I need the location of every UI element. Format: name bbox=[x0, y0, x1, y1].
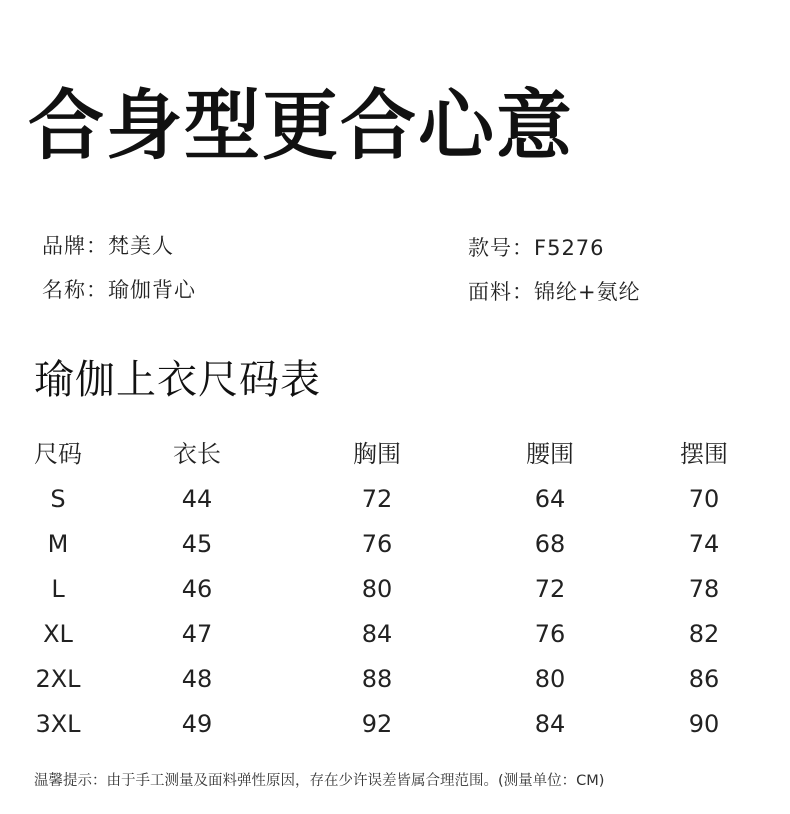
table-cell-waist: 64 bbox=[534, 485, 566, 513]
table-cell-waist: 68 bbox=[534, 530, 566, 558]
measurement-note: 温馨提示：由于手工测量及面料弹性原因，存在少许误差皆属合理范围。(测量单位：CM) bbox=[34, 773, 605, 789]
table-cell-length: 44 bbox=[181, 485, 213, 513]
product-name-value: 瑜伽背心 bbox=[108, 278, 196, 302]
page-headline: 合身型更合心意 bbox=[28, 81, 574, 170]
table-cell-length: 47 bbox=[181, 620, 213, 648]
table-cell-waist: 72 bbox=[534, 575, 566, 603]
header-size: 尺码 bbox=[34, 440, 82, 468]
table-cell-size: M bbox=[47, 530, 69, 558]
table-cell-size: 3XL bbox=[35, 710, 81, 738]
table-cell-chest: 80 bbox=[361, 575, 393, 603]
header-length: 衣长 bbox=[173, 440, 221, 468]
product-name-label: 名称： bbox=[42, 278, 108, 302]
table-cell-size: S bbox=[50, 485, 66, 513]
table-cell-chest: 92 bbox=[361, 710, 393, 738]
table-cell-hem: 82 bbox=[688, 620, 720, 648]
product-name-line bbox=[42, 280, 196, 301]
header-hem: 摆围 bbox=[680, 440, 728, 468]
table-cell-size: L bbox=[51, 575, 65, 603]
table-cell-hem: 74 bbox=[688, 530, 720, 558]
style-number-value: F5276 bbox=[534, 236, 605, 260]
brand-value: 梵美人 bbox=[108, 234, 174, 258]
table-cell-hem: 70 bbox=[688, 485, 720, 513]
fabric-line bbox=[468, 282, 641, 303]
table-cell-hem: 78 bbox=[688, 575, 720, 603]
table-cell-chest: 84 bbox=[361, 620, 393, 648]
table-cell-waist: 84 bbox=[534, 710, 566, 738]
table-cell-chest: 76 bbox=[361, 530, 393, 558]
brand-label: 品牌： bbox=[42, 234, 108, 258]
size-chart-title: 瑜伽上衣尺码表 bbox=[34, 357, 321, 403]
table-cell-length: 46 bbox=[181, 575, 213, 603]
brand-line bbox=[42, 236, 174, 257]
table-cell-length: 48 bbox=[181, 665, 213, 693]
style-number-label: 款号： bbox=[468, 236, 534, 260]
header-chest: 胸围 bbox=[353, 440, 401, 468]
table-cell-waist: 76 bbox=[534, 620, 566, 648]
style-number-line bbox=[468, 238, 605, 259]
table-cell-size: XL bbox=[43, 620, 73, 648]
table-cell-waist: 80 bbox=[534, 665, 566, 693]
header-waist: 腰围 bbox=[526, 440, 574, 468]
table-cell-length: 45 bbox=[181, 530, 213, 558]
table-cell-length: 49 bbox=[181, 710, 213, 738]
table-cell-chest: 88 bbox=[361, 665, 393, 693]
table-cell-hem: 86 bbox=[688, 665, 720, 693]
fabric-label: 面料： bbox=[468, 280, 534, 304]
table-cell-size: 2XL bbox=[35, 665, 81, 693]
table-cell-chest: 72 bbox=[361, 485, 393, 513]
fabric-value: 锦纶+氨纶 bbox=[534, 280, 641, 304]
table-cell-hem: 90 bbox=[688, 710, 720, 738]
